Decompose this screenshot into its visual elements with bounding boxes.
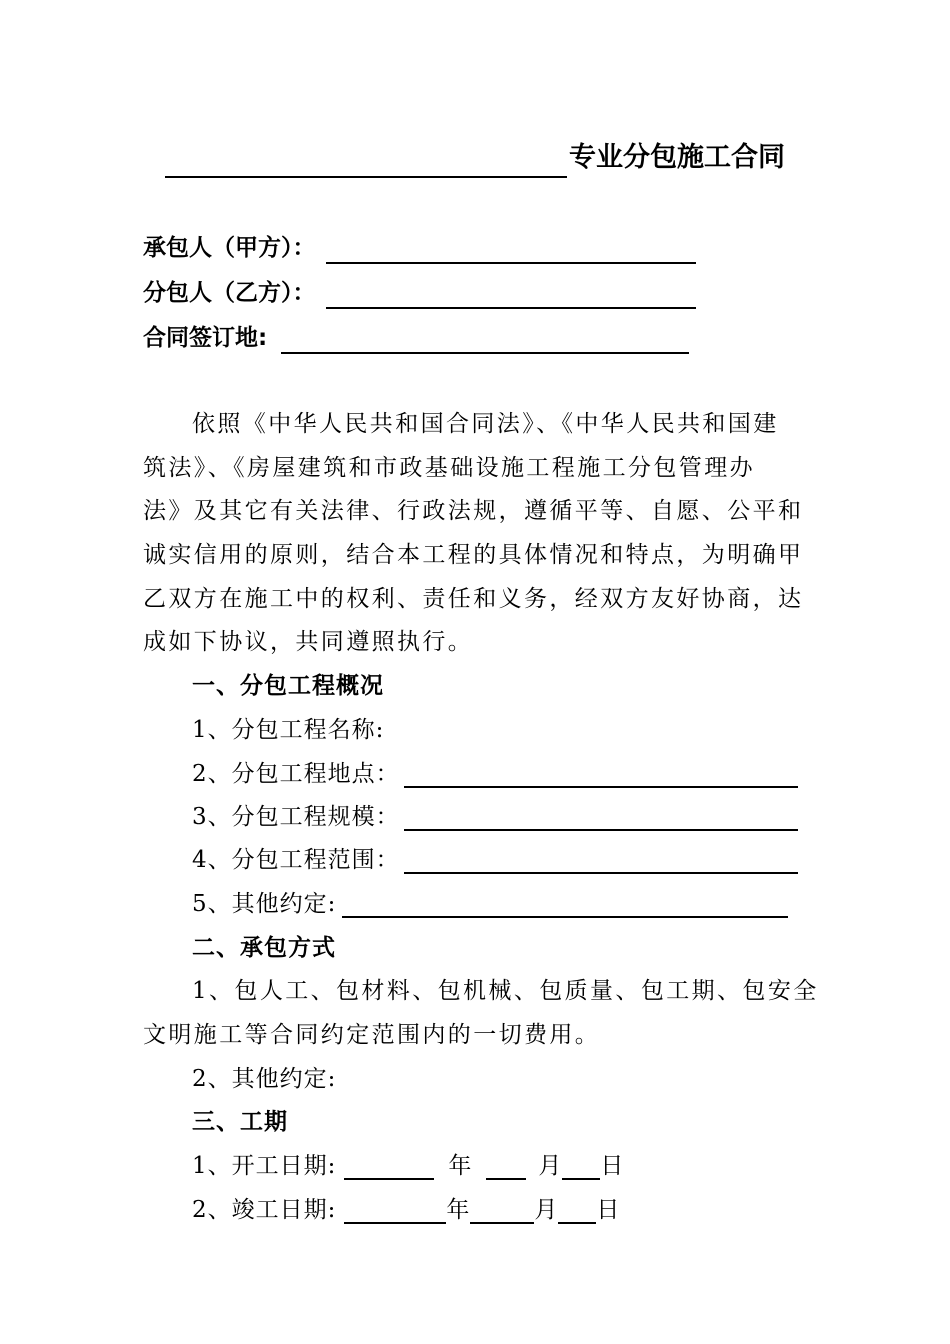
- end-year-blank: [344, 1192, 446, 1224]
- document-title: [165, 138, 825, 178]
- contractor-blank: [326, 232, 696, 264]
- section-1-item-1: [192, 710, 384, 750]
- intro-line-5: 乙双方在施工中的权利、责任和义务，经双方友好协商，达: [143, 586, 804, 612]
- intro-line-4: 诚实信用的原则，结合本工程的具体情况和特点，为明确甲: [143, 542, 804, 568]
- start-day-blank: [562, 1148, 600, 1180]
- end-day-blank: [558, 1192, 596, 1224]
- start-month-blank: [486, 1148, 526, 1180]
- section-1-item-4: [192, 840, 798, 880]
- end-year-unit: 年: [446, 1197, 471, 1223]
- section-2-item-1-line-2: 文明施工等合同约定范围内的一切费用。: [143, 1022, 601, 1048]
- start-day-unit: 日: [600, 1153, 625, 1179]
- start-date-label: 1、开工日期:: [192, 1153, 337, 1179]
- project-scope-blank: [404, 842, 798, 874]
- start-date-row: [192, 1146, 624, 1186]
- intro-line-3: 法》及其它有关法律、行政法规，遵循平等、自愿、公平和: [143, 498, 804, 524]
- subcontractor-row: [143, 273, 696, 313]
- section-1-item-3: [192, 797, 798, 837]
- subcontractor-blank: [326, 277, 696, 309]
- end-date-label: 2、竣工日期:: [192, 1197, 337, 1223]
- other-terms-blank: [342, 886, 788, 918]
- end-date-row: [192, 1190, 620, 1230]
- signing-place-blank: [281, 322, 689, 354]
- section-2-other-terms-label: 2、其他约定:: [192, 1066, 337, 1092]
- project-name-blank: [165, 142, 567, 178]
- end-day-unit: 日: [596, 1197, 621, 1223]
- section-1-item-5: [192, 884, 788, 924]
- contractor-row: [143, 228, 696, 268]
- section-2-item-1-line-1: 1、包人工、包材料、包机械、包质量、包工期、包安全: [192, 978, 819, 1004]
- start-month-unit: 月: [538, 1153, 563, 1179]
- project-scale-label: 3、分包工程规模：: [192, 804, 400, 830]
- other-terms-label: 5、其他约定:: [192, 891, 337, 917]
- signing-place-row: [143, 318, 689, 358]
- intro-line-6: 成如下协议，共同遵照执行。: [143, 629, 474, 655]
- document-title-text: 专业分包施工合同: [569, 142, 785, 173]
- project-name-label: 1、分包工程名称:: [192, 717, 385, 743]
- subcontractor-label: 分包人（乙方）：: [143, 280, 316, 306]
- section-2-heading: 二、承包方式: [192, 935, 336, 961]
- start-year-unit: 年: [448, 1153, 473, 1179]
- section-1-item-2: [192, 754, 798, 794]
- section-2-item-2: [192, 1059, 336, 1099]
- project-scale-blank: [404, 799, 798, 831]
- contractor-label: 承包人（甲方）：: [143, 235, 316, 261]
- project-location-blank: [404, 756, 798, 788]
- start-year-blank: [344, 1148, 434, 1180]
- intro-line-2: 筑法》、《房屋建筑和市政基础设施工程施工分包管理办: [143, 455, 755, 481]
- section-1-heading: 一、分包工程概况: [192, 673, 384, 699]
- end-month-unit: 月: [534, 1197, 559, 1223]
- intro-line-1: 依照《中华人民共和国合同法》、《中华人民共和国建: [192, 411, 779, 437]
- section-3-heading: 三、工期: [192, 1109, 288, 1135]
- project-location-label: 2、分包工程地点：: [192, 761, 400, 787]
- end-month-blank: [470, 1192, 534, 1224]
- signing-place-label: 合同签订地:: [143, 325, 268, 351]
- project-scope-label: 4、分包工程范围：: [192, 847, 400, 873]
